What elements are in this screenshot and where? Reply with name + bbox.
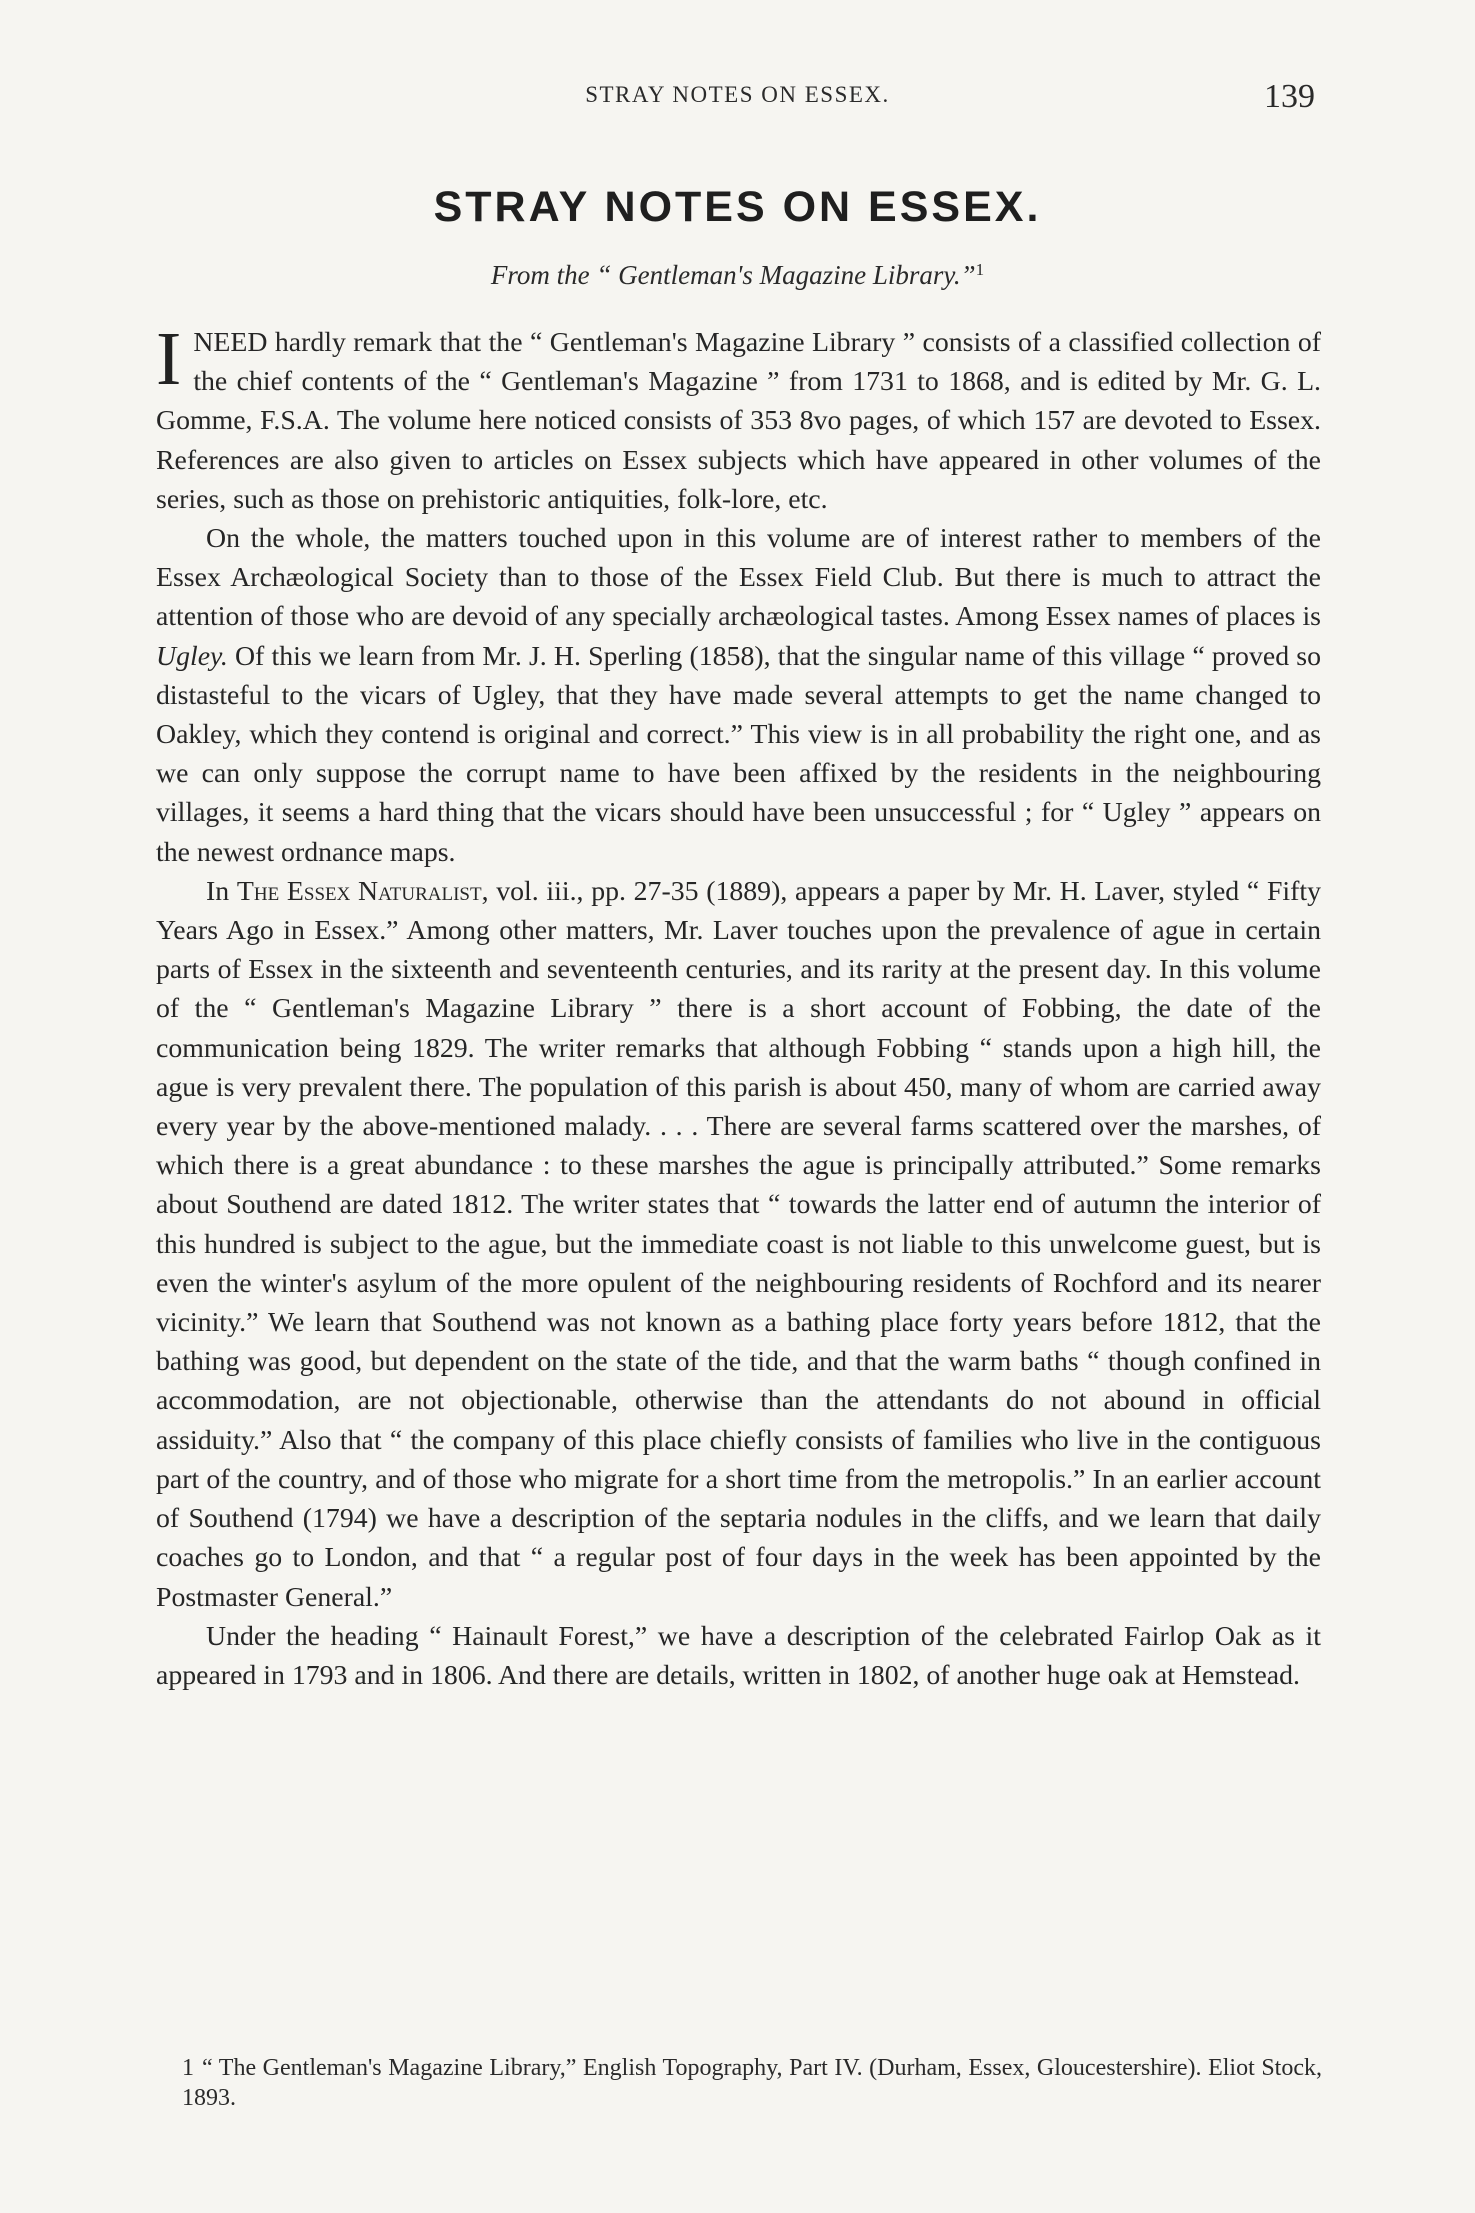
paragraph-1-text: NEED hardly remark that the “ Gentleman's Magazine Library ” consists of a classified collection of the chief contents of the “ Gentleman's Magazine ” from 1731 to 1868, and is edited by Mr. G. L. Gomme, F.S.A. The volume here noticed consists of 353 8vo pages, of which 157 are devoted to Essex. References are also given to articles on Essex subjects which have appeared in other volumes of the series, such as those on prehistoric antiquities, folk-lore, etc. (156, 327, 1321, 515)
drop-cap: I (156, 317, 182, 401)
footnote-marker: 1 (182, 2055, 194, 2081)
article-title: STRAY NOTES ON ESSEX. (433, 183, 1042, 231)
running-head (0, 78, 1475, 118)
paragraph-4 (156, 1617, 1321, 1695)
running-head-title: STRAY NOTES ON ESSEX. (585, 82, 890, 107)
subtitle-prefix: From the (490, 260, 590, 290)
page-number: 139 (1264, 78, 1315, 115)
article-subtitle (0, 260, 1475, 291)
paragraph-2 (156, 519, 1321, 872)
journal-name: The Essex Naturalist (236, 875, 482, 907)
subtitle-source: “ Gentleman's Magazine Library.” (596, 260, 976, 290)
footnote (182, 2053, 1322, 2113)
paragraph-2-text-end: Of this we learn from Mr. J. H. Sperling (1858), that the singular name of this village “ proved so distasteful to the vicars of Ugley, that they have made several attempts to get the name changed to Oakley, which they contend is original and correct.” This view is in all probability the right one, and as we can only suppose the corrupt name to have been affixed by the residents in the neighbouring villages, it seems a hard thing that the vicars should have been unsuccessful ; for “ Ugley ” appears on the newest ordnance maps. (156, 640, 1321, 868)
paragraph-1 (156, 317, 1321, 519)
paragraph-2-text-start: On the whole, the matters touched upon in this volume are of interest rather to members of the Essex Archæological Society than to those of the Essex Field Club. But there is much to attract the attention of those who are devoid of any specially archæological tastes. Among Essex names of places is (156, 523, 1321, 633)
footnote-reference: 1 (975, 260, 985, 279)
ugley-italic: Ugley. (156, 640, 228, 672)
paragraph-3-text-start: In (206, 875, 237, 907)
article-body (156, 317, 1321, 1695)
footnote-text: “ The Gentleman's Magazine Library,” English Topography, Part IV. (Durham, Essex, Gloucestershire). Eliot Stock, 1893. (182, 2055, 1322, 2111)
paragraph-4-text: Under the heading “ Hainault Forest,” we have a description of the celebrated Fairlop Oak as it appeared in 1793 and in 1806. And there are details, written in 1802, of another huge oak at Hemstead. (156, 1620, 1321, 1691)
paragraph-3-text-end: , vol. iii., pp. 27-35 (1889), appears a paper by Mr. H. Laver, styled “ Fifty Years Ago in Essex.” Among other matters, Mr. Laver touches upon the prevalence of ague in certain parts of Essex in the sixteenth and seventeenth centuries, and its rarity at the present day. In this volume of the “ Gentleman's Magazine Library ” there is a short account of Fobbing, the date of the communication being 1829. The writer remarks that although Fobbing “ stands upon a high hill, the ague is very prevalent there. The population of this parish is about 450, many of whom are carried away every year by the above-mentioned malady. . . . There are several farms scattered over the marshes, of which there is a great abundance : to these marshes the ague is principally attributed.” Some remarks about Southend are dated 1812. The writer states that “ towards the latter end of autumn the interior of this hundred is subject to the ague, but the immediate coast is not liable to this unwelcome guest, but is even the winter's asylum of the more opulent of the neighbouring residents of Rochford and its nearer vicinity.” We learn that Southend was not known as a bathing place forty years before 1812, that the bathing was good, but dependent on the state of the tide, and that the warm baths “ though confined in accommodation, are not objectionable, otherwise than the attendants do not abound in official assiduity.” Also that “ the company of this place chiefly consists of families who live in the contiguous part of the country, and of those who migrate for a short time from the metropolis.” In an earlier account of Southend (1794) we have a description of the septaria nodules in the cliffs, and we learn that daily coaches go to London, and that “ a regular post of four days in the week has been appointed by the Postmaster General.” (156, 875, 1321, 1613)
paragraph-3 (156, 872, 1321, 1617)
